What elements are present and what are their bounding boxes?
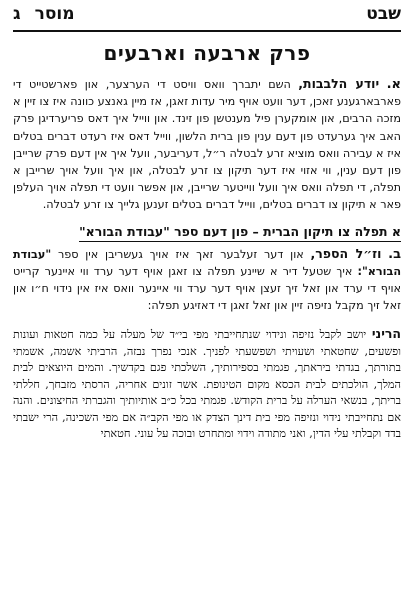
header-page-letter: ג (13, 4, 21, 24)
prayer-opening-word: הריני (371, 326, 401, 342)
running-header (13, 4, 401, 32)
paragraph-a-text: השם יתברך וואס וויסט די הערצער, און פארשטייט די פארבארגענע זאכן, דער וועט אויף מיר עדות זאגן, אז מיין גאנצע כוונה איז צו זיין א מזכה הרבים, און אומקערן פיל מענטשן פון זינד. און ווייל איך דאס פריערדיגן פרק האב איך גערעדט פון דעם ענין פון ברית הלשון, ווייל דאס איז רעדט דברים בטלים איז א עבירה וואס מוציא זרע לבטלה ר״ל, דעריבער, וועל איך אין דעם פרק שרייבן פון דעם ענין, ווי אזוי איז דער תיקון צו זרע לבטלה, און איך וועל אויך שרייבן א תפלה, די תפלה וואס איך וועל ווייטער שרייבן, און אפשר וועט די תפלה אויך העלפן פאר א תיקון צו דברים בטלים, ווייל דברים בטלים זענען גלייך צו זרע לבטלה. (13, 78, 401, 212)
chapter-title: פרק ארבעה וארבעים (103, 41, 311, 65)
paragraph-a-marker: א. (386, 77, 401, 92)
sub-heading: א תפלה צו תיקון הברית – פון דעם ספר "עבודת הבורא" (79, 224, 401, 242)
prayer-paragraph (13, 326, 401, 443)
paragraph-b-book-name: "עבודת הבורא": (13, 247, 402, 278)
paragraph-a-lead: יודע הלבבות, (298, 76, 380, 91)
prayer-text: יושב לקבל נזיפה ונידוי שנתחייבתי מפי בי״ד של מעלה על כמה חטאות ועונות ופשעים, שחטאתי ושעויתי ושפשעתי לפניך. אנכי נפרך נבזה, הרביתי אשמה, אשמתי בתורתך, בגדתי ביראתך, פגמתי בספירותיך, השלכתי פגם בקדשיך. והמים היוצאים לבית המלך, הולכתים לבית הכסא מקום הטינופת. אשר זונים אחריה, הרסתי מזבחך, חללתי בריתך, בנשאי הערלה על ברית הקודש. פגמתי בכל כ״ב אותיותיך והגברתי החיצונים. והנה אם נתחייבתי נידוי ונזיפה מפי בית דינך הצדק או מפי הקב״ה אם מפי השכינה, הרי ישבתי בדד וקבלתי עלי הדין, ואני מתודה וידוי ומתחרט ובוכה על עוני. חטאתי (13, 328, 401, 441)
paragraph-b-text-1: און דער זעלבער זאך איז אויך געשריבן אין ספר (57, 247, 304, 261)
paragraph-b-marker: ב. (388, 246, 402, 262)
paragraph-a (13, 75, 401, 214)
paragraph-b (13, 245, 401, 315)
header-month: שבט (366, 4, 401, 24)
paragraph-b-lead: וז״ל הספר, (310, 245, 382, 261)
header-section-title: מוסר (34, 4, 75, 24)
paragraph-b-text-2: איך שטעל דיר א שיינע תפלה צו זאגן אויף דער ערד ווי איינער קרייט אויף די ערד און זאל זיך זעצן אויף דער ערד ווי איינער וואס איז אין נידוי ח״ו און זאל זיך מקבל נזיפה זיין און זאל זאגן די דאזיגע תפלה: (13, 264, 401, 313)
header-left-group (13, 4, 75, 24)
